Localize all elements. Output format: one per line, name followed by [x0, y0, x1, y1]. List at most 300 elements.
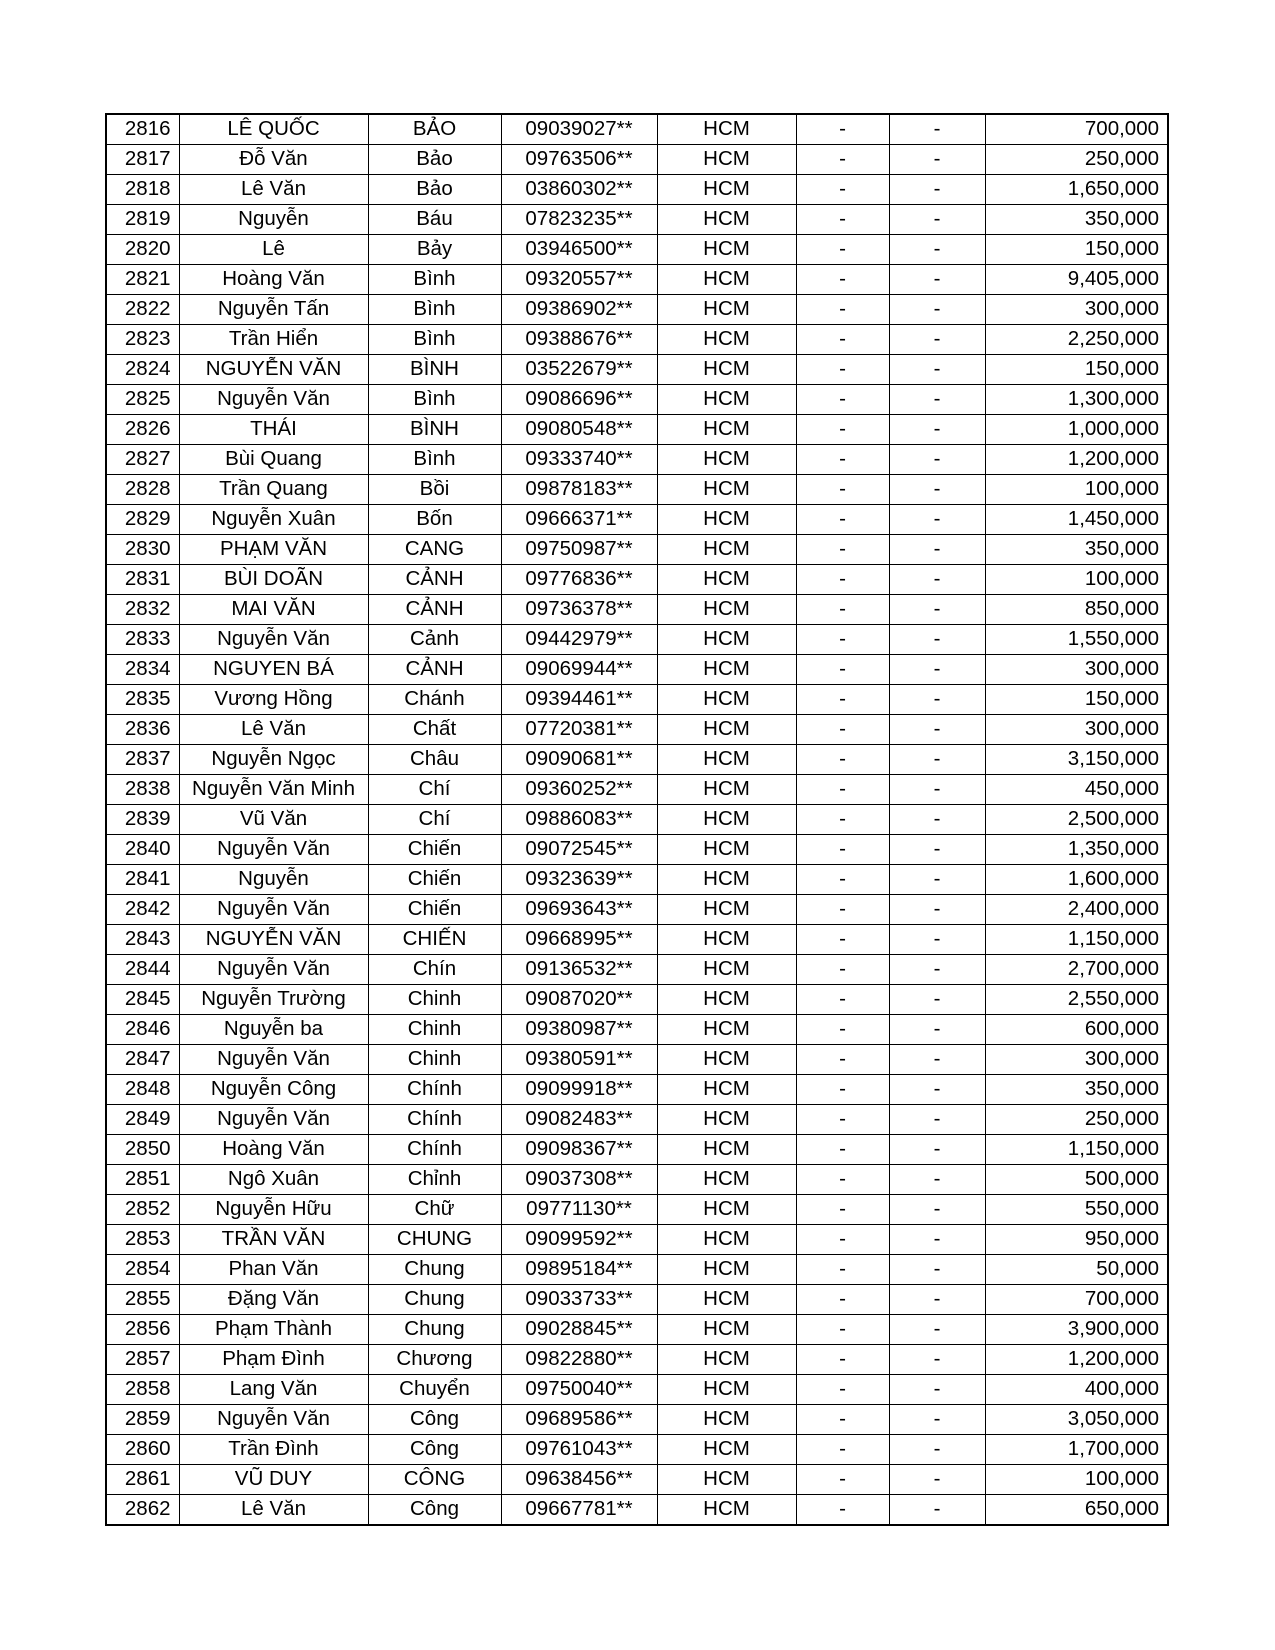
table-row	[106, 955, 1168, 985]
family-name-cell: NGUYEN BÁ	[179, 655, 368, 685]
family-name-cell: Lang Văn	[179, 1375, 368, 1405]
amount-cell: 950,000	[985, 1225, 1168, 1255]
table-row	[106, 355, 1168, 385]
dash-column-1-cell: -	[796, 625, 889, 655]
row-number-cell: 2832	[106, 595, 179, 625]
given-name-cell: Công	[368, 1435, 501, 1465]
phone-number-cell: 09895184**	[501, 1255, 657, 1285]
family-name-cell: Nguyễn	[179, 205, 368, 235]
dash-column-1-cell: -	[796, 265, 889, 295]
row-number-cell: 2846	[106, 1015, 179, 1045]
table-row	[106, 325, 1168, 355]
dash-column-2-cell: -	[889, 355, 985, 385]
amount-cell: 350,000	[985, 205, 1168, 235]
province-cell: HCM	[657, 145, 796, 175]
row-number-cell: 2828	[106, 475, 179, 505]
given-name-cell: Chung	[368, 1315, 501, 1345]
province-cell: HCM	[657, 505, 796, 535]
given-name-cell: Bảo	[368, 175, 501, 205]
amount-cell: 300,000	[985, 715, 1168, 745]
given-name-cell: Chiến	[368, 895, 501, 925]
table-row	[106, 1255, 1168, 1285]
given-name-cell: Bình	[368, 325, 501, 355]
phone-number-cell: 09082483**	[501, 1105, 657, 1135]
row-number-cell: 2825	[106, 385, 179, 415]
table-row	[106, 175, 1168, 205]
phone-number-cell: 09386902**	[501, 295, 657, 325]
dash-column-1-cell: -	[796, 565, 889, 595]
province-cell: HCM	[657, 1315, 796, 1345]
family-name-cell: NGUYỄN VĂN	[179, 355, 368, 385]
dash-column-1-cell: -	[796, 745, 889, 775]
given-name-cell: Công	[368, 1495, 501, 1526]
dash-column-2-cell: -	[889, 1075, 985, 1105]
row-number-cell: 2842	[106, 895, 179, 925]
amount-cell: 500,000	[985, 1165, 1168, 1195]
amount-cell: 1,600,000	[985, 865, 1168, 895]
phone-number-cell: 09666371**	[501, 505, 657, 535]
dash-column-2-cell: -	[889, 1225, 985, 1255]
dash-column-1-cell: -	[796, 1165, 889, 1195]
row-number-cell: 2835	[106, 685, 179, 715]
given-name-cell: Chữ	[368, 1195, 501, 1225]
given-name-cell: CHUNG	[368, 1225, 501, 1255]
dash-column-2-cell: -	[889, 445, 985, 475]
amount-cell: 1,200,000	[985, 1345, 1168, 1375]
province-cell: HCM	[657, 1075, 796, 1105]
dash-column-2-cell: -	[889, 235, 985, 265]
amount-cell: 2,500,000	[985, 805, 1168, 835]
dash-column-1-cell: -	[796, 595, 889, 625]
amount-cell: 300,000	[985, 655, 1168, 685]
phone-number-cell: 09638456**	[501, 1465, 657, 1495]
phone-number-cell: 09080548**	[501, 415, 657, 445]
province-cell: HCM	[657, 745, 796, 775]
phone-number-cell: 09878183**	[501, 475, 657, 505]
phone-number-cell: 03860302**	[501, 175, 657, 205]
amount-cell: 2,400,000	[985, 895, 1168, 925]
dash-column-1-cell: -	[796, 1075, 889, 1105]
row-number-cell: 2819	[106, 205, 179, 235]
given-name-cell: Chiến	[368, 865, 501, 895]
table-row	[106, 1135, 1168, 1165]
dash-column-1-cell: -	[796, 1195, 889, 1225]
given-name-cell: Chung	[368, 1285, 501, 1315]
given-name-cell: Chinh	[368, 985, 501, 1015]
dash-column-2-cell: -	[889, 685, 985, 715]
phone-number-cell: 09028845**	[501, 1315, 657, 1345]
given-name-cell: Báu	[368, 205, 501, 235]
dash-column-2-cell: -	[889, 1015, 985, 1045]
dash-column-2-cell: -	[889, 295, 985, 325]
amount-cell: 350,000	[985, 535, 1168, 565]
amount-cell: 2,250,000	[985, 325, 1168, 355]
province-cell: HCM	[657, 325, 796, 355]
row-number-cell: 2852	[106, 1195, 179, 1225]
dash-column-2-cell: -	[889, 205, 985, 235]
phone-number-cell: 09087020**	[501, 985, 657, 1015]
dash-column-2-cell: -	[889, 1435, 985, 1465]
table-row	[106, 385, 1168, 415]
amount-cell: 300,000	[985, 295, 1168, 325]
table-row	[106, 835, 1168, 865]
province-cell: HCM	[657, 715, 796, 745]
given-name-cell: Bình	[368, 295, 501, 325]
dash-column-2-cell: -	[889, 1405, 985, 1435]
province-cell: HCM	[657, 625, 796, 655]
row-number-cell: 2839	[106, 805, 179, 835]
phone-number-cell: 09072545**	[501, 835, 657, 865]
family-name-cell: LÊ QUỐC	[179, 114, 368, 145]
table-row	[106, 1405, 1168, 1435]
row-number-cell: 2829	[106, 505, 179, 535]
given-name-cell: CẢNH	[368, 655, 501, 685]
table-body	[106, 114, 1168, 1525]
dash-column-2-cell: -	[889, 625, 985, 655]
province-cell: HCM	[657, 295, 796, 325]
province-cell: HCM	[657, 1135, 796, 1165]
family-name-cell: Nguyễn Văn	[179, 1045, 368, 1075]
given-name-cell: CHIẾN	[368, 925, 501, 955]
province-cell: HCM	[657, 595, 796, 625]
row-number-cell: 2834	[106, 655, 179, 685]
table-row	[106, 1465, 1168, 1495]
dash-column-1-cell: -	[796, 685, 889, 715]
phone-number-cell: 09750040**	[501, 1375, 657, 1405]
amount-cell: 1,550,000	[985, 625, 1168, 655]
family-name-cell: VŨ DUY	[179, 1465, 368, 1495]
given-name-cell: Chuyển	[368, 1375, 501, 1405]
province-cell: HCM	[657, 1345, 796, 1375]
family-name-cell: Nguyễn Văn	[179, 835, 368, 865]
family-name-cell: Phạm Thành	[179, 1315, 368, 1345]
family-name-cell: Vũ Văn	[179, 805, 368, 835]
row-number-cell: 2845	[106, 985, 179, 1015]
phone-number-cell: 09667781**	[501, 1495, 657, 1526]
family-name-cell: TRẦN VĂN	[179, 1225, 368, 1255]
family-name-cell: Nguyễn Văn	[179, 385, 368, 415]
dash-column-2-cell: -	[889, 325, 985, 355]
amount-cell: 1,350,000	[985, 835, 1168, 865]
family-name-cell: Nguyễn	[179, 865, 368, 895]
phone-number-cell: 09360252**	[501, 775, 657, 805]
province-cell: HCM	[657, 925, 796, 955]
phone-number-cell: 09037308**	[501, 1165, 657, 1195]
dash-column-2-cell: -	[889, 1165, 985, 1195]
amount-cell: 1,150,000	[985, 925, 1168, 955]
row-number-cell: 2850	[106, 1135, 179, 1165]
row-number-cell: 2821	[106, 265, 179, 295]
table-row	[106, 985, 1168, 1015]
given-name-cell: BÌNH	[368, 415, 501, 445]
row-number-cell: 2859	[106, 1405, 179, 1435]
province-cell: HCM	[657, 355, 796, 385]
amount-cell: 2,700,000	[985, 955, 1168, 985]
given-name-cell: Bình	[368, 265, 501, 295]
family-name-cell: MAI VĂN	[179, 595, 368, 625]
amount-cell: 150,000	[985, 355, 1168, 385]
phone-number-cell: 09763506**	[501, 145, 657, 175]
phone-number-cell: 09086696**	[501, 385, 657, 415]
phone-number-cell: 09069944**	[501, 655, 657, 685]
family-name-cell: Vương Hồng	[179, 685, 368, 715]
family-name-cell: Nguyễn Công	[179, 1075, 368, 1105]
province-cell: HCM	[657, 1375, 796, 1405]
table-row	[106, 1165, 1168, 1195]
table-row	[106, 1105, 1168, 1135]
table-row	[106, 295, 1168, 325]
dash-column-2-cell: -	[889, 1135, 985, 1165]
table-row	[106, 1435, 1168, 1465]
phone-number-cell: 09771130**	[501, 1195, 657, 1225]
family-name-cell: Ngô Xuân	[179, 1165, 368, 1195]
dash-column-1-cell: -	[796, 385, 889, 415]
family-name-cell: Nguyễn Văn	[179, 1405, 368, 1435]
given-name-cell: Chính	[368, 1075, 501, 1105]
table-row	[106, 1345, 1168, 1375]
province-cell: HCM	[657, 805, 796, 835]
table-row	[106, 685, 1168, 715]
amount-cell: 150,000	[985, 235, 1168, 265]
dash-column-2-cell: -	[889, 1105, 985, 1135]
amount-cell: 50,000	[985, 1255, 1168, 1285]
given-name-cell: CẢNH	[368, 565, 501, 595]
province-cell: HCM	[657, 1015, 796, 1045]
dash-column-2-cell: -	[889, 835, 985, 865]
province-cell: HCM	[657, 445, 796, 475]
dash-column-2-cell: -	[889, 1465, 985, 1495]
family-name-cell: THÁI	[179, 415, 368, 445]
row-number-cell: 2818	[106, 175, 179, 205]
dash-column-1-cell: -	[796, 835, 889, 865]
dash-column-1-cell: -	[796, 1225, 889, 1255]
dash-column-2-cell: -	[889, 805, 985, 835]
amount-cell: 1,700,000	[985, 1435, 1168, 1465]
phone-number-cell: 09822880**	[501, 1345, 657, 1375]
row-number-cell: 2861	[106, 1465, 179, 1495]
dash-column-2-cell: -	[889, 595, 985, 625]
family-name-cell: Nguyễn Văn	[179, 895, 368, 925]
family-name-cell: Lê Văn	[179, 175, 368, 205]
given-name-cell: Bồi	[368, 475, 501, 505]
dash-column-1-cell: -	[796, 415, 889, 445]
phone-number-cell: 09039027**	[501, 114, 657, 145]
amount-cell: 400,000	[985, 1375, 1168, 1405]
dash-column-1-cell: -	[796, 145, 889, 175]
row-number-cell: 2820	[106, 235, 179, 265]
given-name-cell: Chinh	[368, 1045, 501, 1075]
phone-number-cell: 09689586**	[501, 1405, 657, 1435]
province-cell: HCM	[657, 1165, 796, 1195]
dash-column-2-cell: -	[889, 1315, 985, 1345]
phone-number-cell: 09098367**	[501, 1135, 657, 1165]
table-row	[106, 595, 1168, 625]
dash-column-1-cell: -	[796, 955, 889, 985]
amount-cell: 3,900,000	[985, 1315, 1168, 1345]
family-name-cell: NGUYỄN VĂN	[179, 925, 368, 955]
dash-column-1-cell: -	[796, 114, 889, 145]
phone-number-cell: 09099592**	[501, 1225, 657, 1255]
amount-cell: 600,000	[985, 1015, 1168, 1045]
phone-number-cell: 09033733**	[501, 1285, 657, 1315]
amount-cell: 1,000,000	[985, 415, 1168, 445]
family-name-cell: BÙI DOÃN	[179, 565, 368, 595]
province-cell: HCM	[657, 1465, 796, 1495]
province-cell: HCM	[657, 865, 796, 895]
province-cell: HCM	[657, 265, 796, 295]
family-name-cell: Nguyễn Văn Minh	[179, 775, 368, 805]
table-row	[106, 145, 1168, 175]
dash-column-1-cell: -	[796, 1045, 889, 1075]
dash-column-1-cell: -	[796, 355, 889, 385]
family-name-cell: Nguyễn Tấn	[179, 295, 368, 325]
family-name-cell: Lê	[179, 235, 368, 265]
row-number-cell: 2817	[106, 145, 179, 175]
given-name-cell: Chí	[368, 775, 501, 805]
table-row	[106, 715, 1168, 745]
phone-number-cell: 09388676**	[501, 325, 657, 355]
table-row	[106, 805, 1168, 835]
table-row	[106, 1195, 1168, 1225]
province-cell: HCM	[657, 475, 796, 505]
dash-column-2-cell: -	[889, 1195, 985, 1225]
dash-column-2-cell: -	[889, 895, 985, 925]
row-number-cell: 2854	[106, 1255, 179, 1285]
given-name-cell: Chiến	[368, 835, 501, 865]
family-name-cell: Nguyễn ba	[179, 1015, 368, 1045]
dash-column-2-cell: -	[889, 865, 985, 895]
province-cell: HCM	[657, 114, 796, 145]
province-cell: HCM	[657, 1045, 796, 1075]
amount-cell: 300,000	[985, 1045, 1168, 1075]
province-cell: HCM	[657, 835, 796, 865]
given-name-cell: BÌNH	[368, 355, 501, 385]
row-number-cell: 2824	[106, 355, 179, 385]
amount-cell: 100,000	[985, 475, 1168, 505]
dash-column-2-cell: -	[889, 385, 985, 415]
dash-column-1-cell: -	[796, 985, 889, 1015]
dash-column-1-cell: -	[796, 895, 889, 925]
dash-column-2-cell: -	[889, 1375, 985, 1405]
table-row	[106, 565, 1168, 595]
row-number-cell: 2856	[106, 1315, 179, 1345]
province-cell: HCM	[657, 1495, 796, 1526]
family-name-cell: Đặng Văn	[179, 1285, 368, 1315]
row-number-cell: 2843	[106, 925, 179, 955]
phone-number-cell: 09776836**	[501, 565, 657, 595]
dash-column-1-cell: -	[796, 325, 889, 355]
table-row	[106, 1045, 1168, 1075]
table-row	[106, 235, 1168, 265]
province-cell: HCM	[657, 205, 796, 235]
given-name-cell: Chí	[368, 805, 501, 835]
row-number-cell: 2841	[106, 865, 179, 895]
dash-column-2-cell: -	[889, 535, 985, 565]
given-name-cell: Chất	[368, 715, 501, 745]
table-row	[106, 1375, 1168, 1405]
dash-column-2-cell: -	[889, 745, 985, 775]
dash-column-1-cell: -	[796, 1465, 889, 1495]
family-name-cell: Nguyễn Xuân	[179, 505, 368, 535]
amount-cell: 350,000	[985, 1075, 1168, 1105]
amount-cell: 9,405,000	[985, 265, 1168, 295]
given-name-cell: Công	[368, 1405, 501, 1435]
province-cell: HCM	[657, 535, 796, 565]
province-cell: HCM	[657, 565, 796, 595]
phone-number-cell: 09320557**	[501, 265, 657, 295]
family-name-cell: Hoàng Văn	[179, 265, 368, 295]
dash-column-1-cell: -	[796, 775, 889, 805]
table-row	[106, 205, 1168, 235]
family-name-cell: Nguyễn Ngọc	[179, 745, 368, 775]
dash-column-1-cell: -	[796, 1255, 889, 1285]
dash-column-2-cell: -	[889, 715, 985, 745]
table-row	[106, 1315, 1168, 1345]
dash-column-1-cell: -	[796, 445, 889, 475]
row-number-cell: 2816	[106, 114, 179, 145]
family-name-cell: Lê Văn	[179, 715, 368, 745]
row-number-cell: 2847	[106, 1045, 179, 1075]
amount-cell: 100,000	[985, 1465, 1168, 1495]
table-row	[106, 1015, 1168, 1045]
row-number-cell: 2826	[106, 415, 179, 445]
province-cell: HCM	[657, 985, 796, 1015]
given-name-cell: Bảo	[368, 145, 501, 175]
table-row	[106, 265, 1168, 295]
row-number-cell: 2849	[106, 1105, 179, 1135]
given-name-cell: Cảnh	[368, 625, 501, 655]
dash-column-2-cell: -	[889, 925, 985, 955]
row-number-cell: 2853	[106, 1225, 179, 1255]
dash-column-2-cell: -	[889, 1345, 985, 1375]
table-row	[106, 865, 1168, 895]
family-name-cell: Bùi Quang	[179, 445, 368, 475]
table-row	[106, 445, 1168, 475]
dash-column-2-cell: -	[889, 415, 985, 445]
phone-number-cell: 09333740**	[501, 445, 657, 475]
phone-number-cell: 09099918**	[501, 1075, 657, 1105]
dash-column-2-cell: -	[889, 1255, 985, 1285]
row-number-cell: 2836	[106, 715, 179, 745]
donation-table	[105, 113, 1169, 1526]
dash-column-1-cell: -	[796, 1015, 889, 1045]
given-name-cell: Bốn	[368, 505, 501, 535]
province-cell: HCM	[657, 415, 796, 445]
phone-number-cell: 09136532**	[501, 955, 657, 985]
phone-number-cell: 09886083**	[501, 805, 657, 835]
family-name-cell: Nguyễn Hữu	[179, 1195, 368, 1225]
row-number-cell: 2844	[106, 955, 179, 985]
amount-cell: 1,300,000	[985, 385, 1168, 415]
family-name-cell: Trần Đình	[179, 1435, 368, 1465]
given-name-cell: Bình	[368, 385, 501, 415]
dash-column-1-cell: -	[796, 1495, 889, 1526]
amount-cell: 1,650,000	[985, 175, 1168, 205]
province-cell: HCM	[657, 175, 796, 205]
dash-column-1-cell: -	[796, 805, 889, 835]
family-name-cell: PHẠM VĂN	[179, 535, 368, 565]
phone-number-cell: 09394461**	[501, 685, 657, 715]
phone-number-cell: 09668995**	[501, 925, 657, 955]
dash-column-1-cell: -	[796, 865, 889, 895]
amount-cell: 2,550,000	[985, 985, 1168, 1015]
dash-column-1-cell: -	[796, 1375, 889, 1405]
province-cell: HCM	[657, 1195, 796, 1225]
amount-cell: 1,200,000	[985, 445, 1168, 475]
dash-column-2-cell: -	[889, 775, 985, 805]
phone-number-cell: 09761043**	[501, 1435, 657, 1465]
dash-column-1-cell: -	[796, 1105, 889, 1135]
